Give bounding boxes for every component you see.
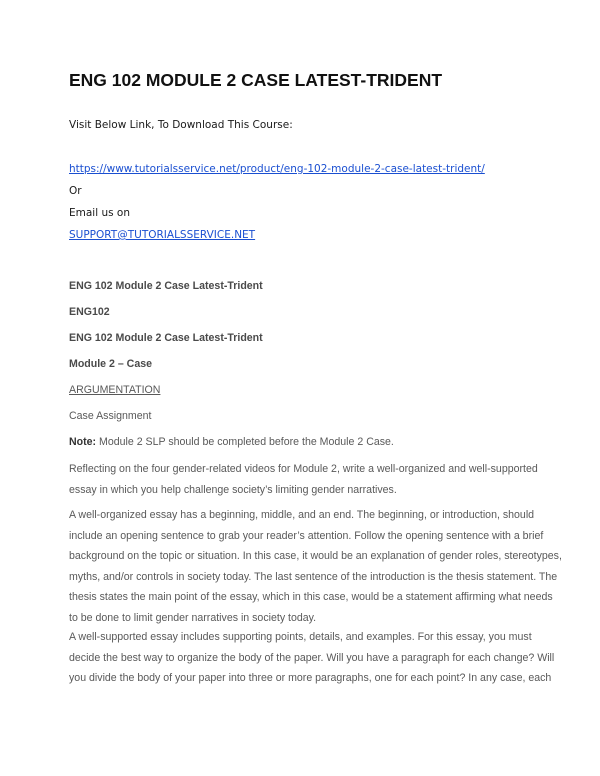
paragraph-line: A well-organized essay has a beginning, middle, and an end. The beginning, or introduction, should (69, 509, 535, 521)
heading-course-title: ENG 102 Module 2 Case Latest-Trident (69, 280, 263, 292)
paragraph-reflecting (69, 459, 539, 500)
section-label-argumentation: ARGUMENTATION (69, 384, 161, 396)
course-link-line (69, 163, 485, 175)
note-label: Note: (69, 436, 97, 448)
paragraph-line: decide the best way to organize the body of the paper. Will you have a paragraph for each change? Will (69, 651, 555, 664)
case-assignment-label: Case Assignment (69, 410, 152, 422)
or-text: Or (69, 185, 82, 197)
heading-module: Module 2 – Case (69, 358, 153, 370)
email-label: Email us on (69, 207, 131, 219)
paragraph-line: background on the topic or situation. In this case, it would be an explanation of gender roles, stereotypes, (69, 550, 562, 562)
paragraph-line: you divide the body of your paper into three or more paragraphs, one for each point? In any case, each (69, 672, 552, 684)
paragraph-line: myths, and/or controls in society today. The last sentence of the introduction is the thesis statement. The (69, 570, 558, 583)
document-title: ENG 102 MODULE 2 CASE LATEST-TRIDENT (69, 70, 443, 90)
email-link-line (69, 229, 255, 241)
heading-course-title-repeat: ENG 102 Module 2 Case Latest-Trident (69, 332, 263, 344)
heading-course-code: ENG102 (69, 306, 110, 318)
paragraph-well-organized (69, 505, 562, 628)
note-line (69, 436, 394, 448)
paragraph-line: include an opening sentence to grab your reader’s attention. Follow the opening sentence with a brief (69, 529, 544, 542)
paragraph-line: thesis states the main point of the essay, which in this case, would be a statement affirming what needs (69, 591, 553, 603)
paragraph-line: essay in which you help challenge society’s limiting gender narratives. (69, 483, 397, 496)
email-link[interactable]: SUPPORT@TUTORIALSSERVICE.NET (69, 229, 256, 241)
paragraph-line: A well-supported essay includes supporting points, details, and examples. For this essay, you must (69, 631, 532, 643)
visit-instruction: Visit Below Link, To Download This Course: (69, 119, 293, 131)
paragraph-line: to be done to limit gender narratives in society today. (69, 611, 317, 624)
paragraph-well-supported (69, 627, 555, 689)
note-text: Module 2 SLP should be completed before the Module 2 Case. (96, 436, 394, 448)
paragraph-line: Reflecting on the four gender-related videos for Module 2, write a well-organized and well-supported (69, 463, 538, 475)
course-link[interactable]: https://www.tutorialsservice.net/product/eng-102-module-2-case-latest-trident/ (69, 163, 485, 175)
